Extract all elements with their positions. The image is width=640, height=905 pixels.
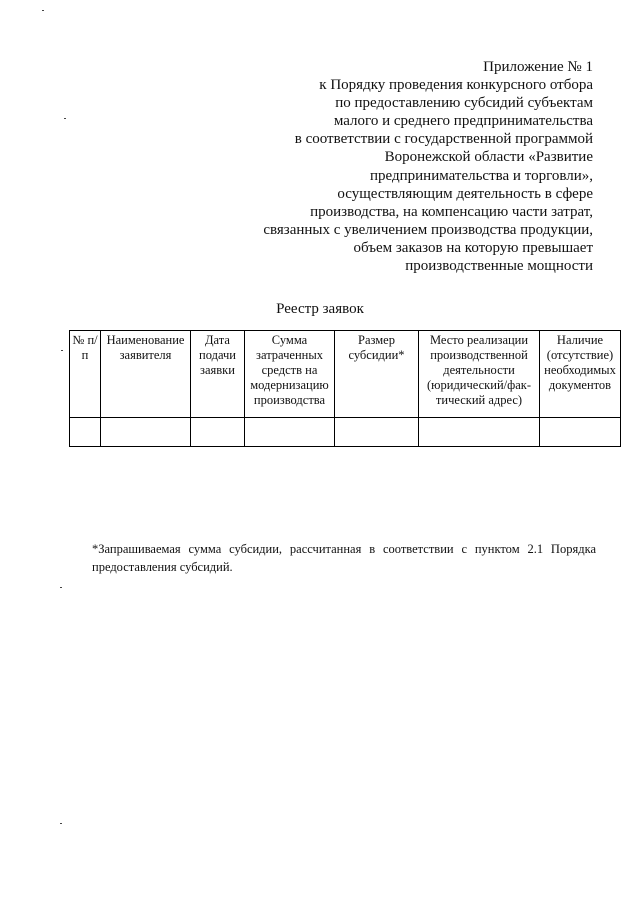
appendix-line: связанных с увеличением производства продукции, (263, 221, 593, 238)
appendix-line: предпринимательства и торговли», (370, 167, 593, 184)
appendix-line: малого и среднего предпринимательства (333, 113, 593, 130)
column-header-subsidy-size: Размер субсидии* (335, 331, 419, 418)
scan-dot (61, 350, 63, 351)
table-cell (419, 418, 540, 447)
column-header-date: Дата подачи заявки (191, 331, 245, 418)
table-cell (101, 418, 191, 447)
table-cell (245, 418, 335, 447)
table-cell (70, 418, 101, 447)
table-cell (335, 418, 419, 447)
registry-title: Реестр заявок (276, 301, 364, 317)
appendix-line: осуществляющим деятельность в сфере (337, 185, 593, 202)
table-row (70, 418, 621, 447)
appendix-line: Воронежской области «Развитие (384, 149, 593, 166)
table-header-row (70, 331, 621, 418)
column-header-number: № п/п (70, 331, 101, 418)
column-header-documents: Наличие (отсутствие) необходимых документов (540, 331, 621, 418)
appendix-line: объем заказов на которую превышает (353, 239, 593, 256)
appendix-line: производственные мощности (405, 258, 593, 275)
appendix-line: к Порядку проведения конкурсного отбора (319, 77, 593, 94)
appendix-line: по предоставлению субсидий субъектам (335, 95, 593, 112)
appendix-title: Приложение № 1 (483, 59, 593, 75)
footnote: *Запрашиваемая сумма субсидии, рассчитанная в соответствии с пунктом 2.1 Порядка предоставления субсидий. (92, 542, 596, 574)
scan-dot (60, 587, 62, 588)
table-cell (540, 418, 621, 447)
scan-dot (60, 823, 62, 824)
scan-dot (42, 10, 44, 11)
column-header-address: Место реализации производственной деятельности (юридический/фак-тический адрес) (419, 331, 540, 418)
appendix-header (213, 58, 593, 275)
appendix-line: в соответствии с государственной программой (294, 131, 593, 148)
appendix-line: производства, на компенсацию части затрат, (310, 203, 593, 220)
column-header-applicant: Наименование заявителя (101, 331, 191, 418)
column-header-spent-amount: Сумма затраченных средств на модернизацию производства (245, 331, 335, 418)
scan-dot (64, 118, 66, 119)
table-cell (191, 418, 245, 447)
registry-table (69, 330, 621, 447)
